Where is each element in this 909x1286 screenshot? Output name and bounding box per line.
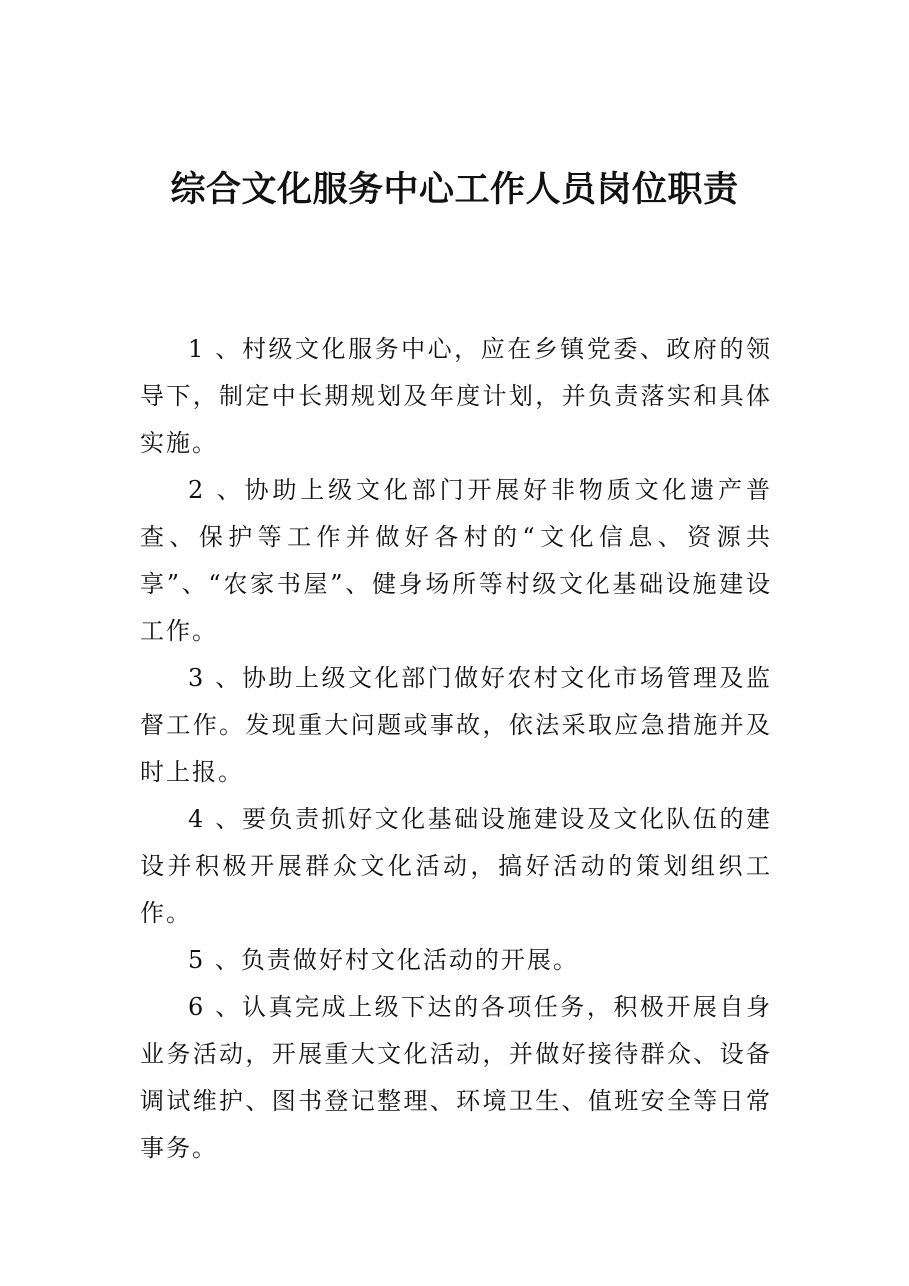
document-body (140, 326, 772, 1172)
duty-item-3: 3 、协助上级文化部门做好农村文化市场管理及监督工作。发现重大问题或事故，依法采取应急措施并及时上报。 (140, 664, 772, 786)
duty-item-6: 6 、认真完成上级下达的各项任务，积极开展自身业务活动，开展重大文化活动，并做好接待群众、设备调试维护、图书登记整理、环境卫生、值班安全等日常事务。 (140, 993, 772, 1162)
document-title: 综合文化服务中心工作人员岗位职责 (170, 169, 739, 211)
duty-item-2: 2 、协助上级文化部门开展好非物质文化遗产普查、保护等工作并做好各村的“文化信息、资源共享”、“农家书屋”、健身场所等村级文化基础设施建设工作。 (140, 476, 772, 645)
duty-item-4: 4 、要负责抓好文化基础设施建设及文化队伍的建设并积极开展群众文化活动，搞好活动的策划组织工作。 (140, 805, 772, 927)
duty-item-1: 1 、村级文化服务中心，应在乡镇党委、政府的领导下，制定中长期规划及年度计划，并负责落实和具体实施。 (140, 335, 772, 457)
duty-item-5: 5 、负责做好村文化活动的开展。 (188, 946, 579, 974)
